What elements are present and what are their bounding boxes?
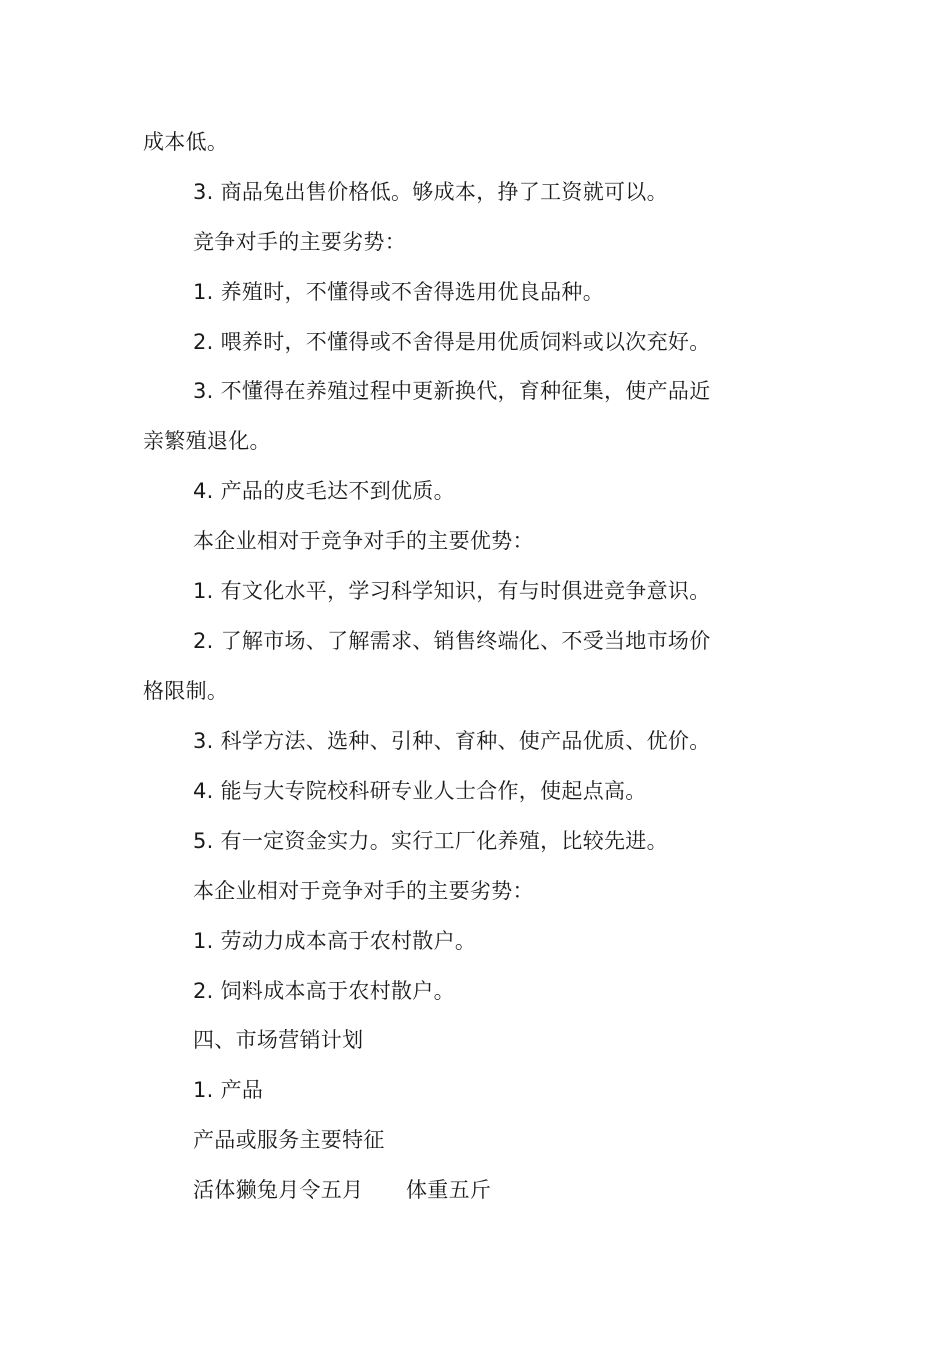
list-item: 1. 劳动力成本高于农村散户。: [193, 929, 477, 953]
list-item: 1. 养殖时，不懂得或不舍得选用优良品种。: [193, 280, 605, 304]
list-item: 2. 了解市场、了解需求、销售终端化、不受当地市场价: [193, 629, 711, 653]
section-heading: 本企业相对于竞争对手的主要优势：: [193, 529, 534, 553]
list-item: 3. 不懂得在养殖过程中更新换代，育种征集，使产品近: [193, 379, 711, 403]
list-item: 4. 能与大专院校科研专业人士合作，使起点高。: [193, 779, 647, 803]
list-item: 3. 科学方法、选种、引种、育种、使产品优质、优价。: [193, 729, 711, 753]
section-heading: 竞争对手的主要劣势：: [193, 230, 406, 254]
list-item: 1. 有文化水平，学习科学知识，有与时俱进竞争意识。: [193, 579, 711, 603]
list-item: 4. 产品的皮毛达不到优质。: [193, 479, 455, 503]
list-item: 2. 饲料成本高于农村散户。: [193, 979, 455, 1003]
text-line: 成本低。: [143, 130, 229, 154]
list-item: 5. 有一定资金实力。实行工厂化养殖，比较先进。: [193, 829, 668, 853]
subsection-heading: 1. 产品: [193, 1078, 264, 1102]
section-heading: 本企业相对于竞争对手的主要劣势：: [193, 879, 534, 903]
text-line: 3. 商品兔出售价格低。够成本，挣了工资就可以。: [193, 180, 668, 204]
list-item: 2. 喂养时，不懂得或不舍得是用优质饲料或以次充好。: [193, 330, 711, 354]
text-line: 产品或服务主要特征: [193, 1128, 385, 1152]
section-heading: 四、市场营销计划: [193, 1028, 364, 1052]
text-line: 活体獭兔月令五月 体重五斤: [193, 1178, 492, 1202]
text-line: 亲繁殖退化。: [143, 429, 271, 453]
text-line: 格限制。: [143, 679, 229, 703]
